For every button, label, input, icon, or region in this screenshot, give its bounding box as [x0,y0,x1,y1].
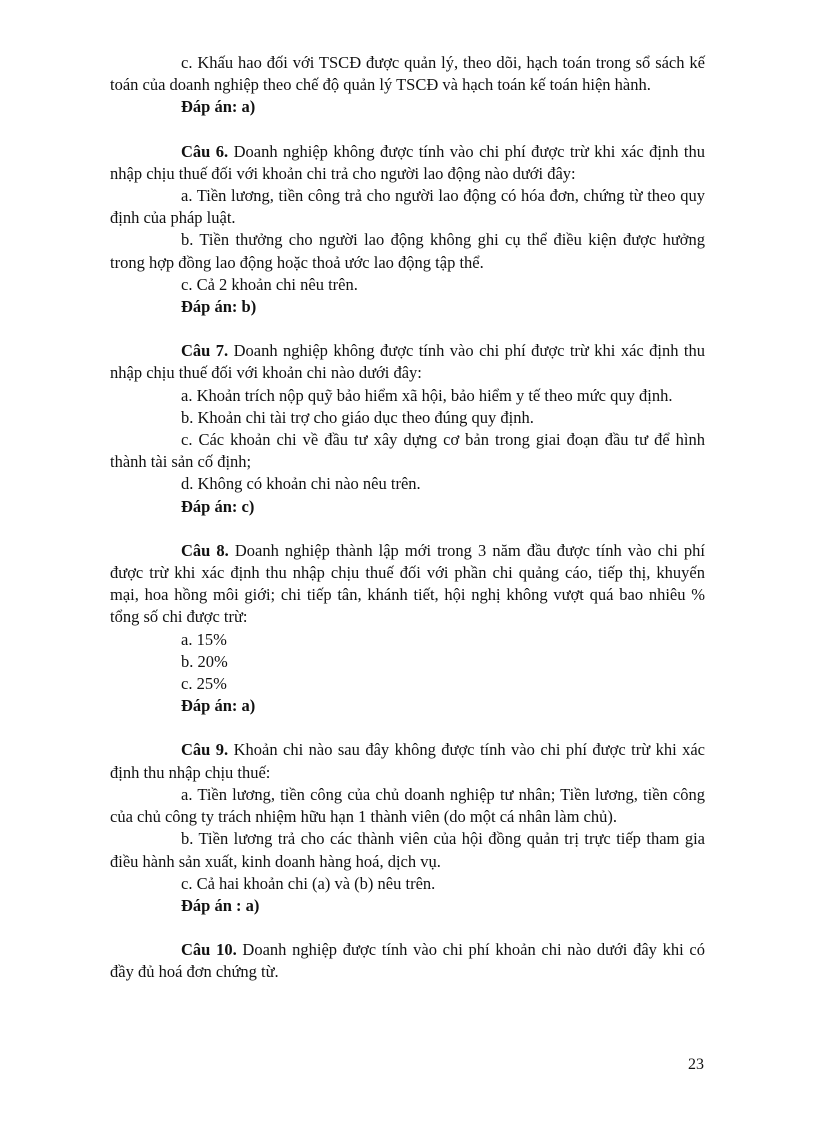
question-7-option-b: b. Khoản chi tài trợ cho giáo dục theo đúng quy định. [181,407,534,427]
question-7-label: Câu 7. [181,341,229,361]
question-10-label: Câu 10. [181,940,237,960]
question-9-option-c: c. Cả hai khoản chi (a) và (b) nêu trên. [181,873,436,893]
question-9-stem [110,739,705,783]
page-number: 23 [688,1056,704,1073]
question-7-stem [110,340,705,384]
question-9-option-a: a. Tiền lương, tiền công của chủ doanh nghiệp tư nhân; Tiền lương, tiền công của chủ công ty trách nhiệm hữu hạn 1 thành viên (do một cá nhân làm chủ). [110,784,705,827]
intro-answer: Đáp án: a) [181,97,256,117]
document-page [110,52,705,984]
question-8-option-c: c. 25% [181,674,227,694]
question-8-text: Doanh nghiệp thành lập mới trong 3 năm đầu được tính vào chi phí được trừ khi xác định thu nhập chịu thuế đối với phần chi quảng cáo, tiếp thị, khuyến mại, hoa hồng môi giới; chi tiếp tân, khánh tiết, hội nghị không vượt quá bao nhiêu % tổng số chi được trừ: [110,540,705,627]
question-7-option-a: a. Khoản trích nộp quỹ bảo hiểm xã hội, bảo hiểm y tế theo mức quy định. [181,385,673,405]
spacer [110,717,705,739]
question-6-label: Câu 6. [181,141,229,161]
intro-option-c: c. Khấu hao đối với TSCĐ được quản lý, theo dõi, hạch toán trong sổ sách kế toán của doanh nghiệp theo chế độ quản lý TSCĐ và hạch toán kế toán hiện hành. [110,53,705,95]
question-6 [110,141,705,319]
question-6-answer: Đáp án: b) [181,297,257,317]
question-8-stem [110,540,705,629]
question-6-text: Doanh nghiệp không được tính vào chi phí được trừ khi xác định thu nhập chịu thuế đối với khoản chi trả cho người lao động nào dưới đây: [110,141,705,183]
question-9-label: Câu 9. [181,740,229,760]
question-6-stem [110,141,705,185]
question-6-option-b: b. Tiền thưởng cho người lao động không ghi cụ thể điều kiện được hưởng trong hợp đồng lao động hoặc thoả ước lao động tập thể. [110,230,705,272]
question-7-option-d: d. Không có khoản chi nào nêu trên. [181,474,421,494]
spacer [110,518,705,540]
question-6-option-c: c. Cả 2 khoản chi nêu trên. [181,274,358,294]
question-7-text: Doanh nghiệp không được tính vào chi phí được trừ khi xác định thu nhập chịu thuế đối với khoản chi nào dưới đây: [110,341,705,383]
question-7-answer: Đáp án: c) [181,496,255,516]
spacer [110,318,705,340]
question-9-option-b: b. Tiền lương trả cho các thành viên của hội đồng quản trị trực tiếp tham gia điều hành sản xuất, kinh doanh hàng hoá, dịch vụ. [110,829,705,871]
question-8-label: Câu 8. [181,540,229,560]
question-10-text: Doanh nghiệp được tính vào chi phí khoản chi nào dưới đây khi có đầy đủ hoá đơn chứng từ. [110,940,705,982]
question-8-options [110,629,705,696]
question-9-text: Khoản chi nào sau đây không được tính vào chi phí được trừ khi xác định thu nhập chịu thuế: [110,740,705,782]
question-8-option-b: b. 20% [181,651,228,671]
question-9-answer: Đáp án : a) [181,895,260,915]
question-9 [110,739,705,917]
question-7 [110,340,705,518]
spacer [110,119,705,141]
question-8-option-a: a. 15% [181,629,227,649]
question-8 [110,540,705,718]
intro-block [110,52,705,119]
question-6-option-a: a. Tiền lương, tiền công trả cho người lao động có hóa đơn, chứng từ theo quy định của pháp luật. [110,186,705,228]
question-10-stem [110,939,705,983]
question-10 [110,939,705,983]
question-7-option-c: c. Các khoản chi về đầu tư xây dựng cơ bản trong giai đoạn đầu tư để hình thành tài sản cố định; [110,430,705,472]
question-8-answer: Đáp án: a) [181,696,256,716]
spacer [110,917,705,939]
